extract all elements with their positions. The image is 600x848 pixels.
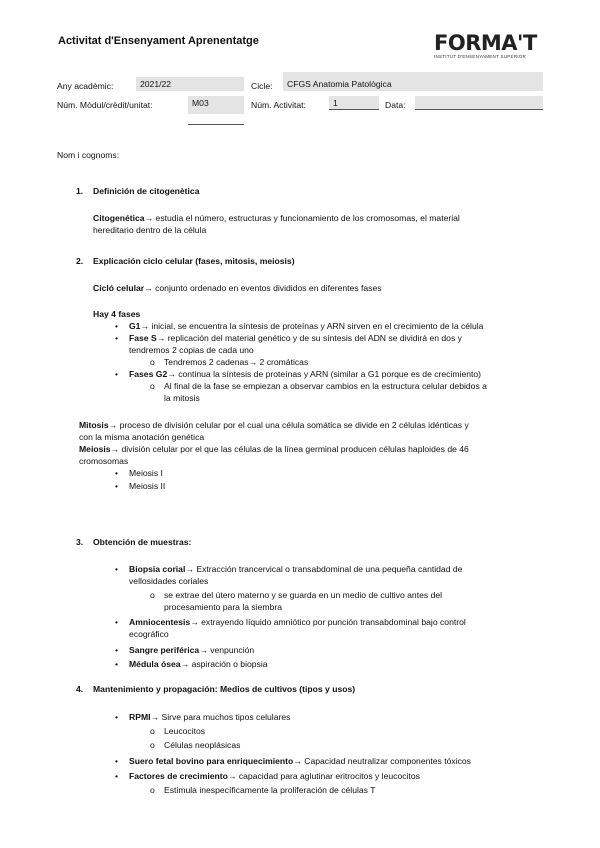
section-2-heading: Explicación ciclo celular (fases, mitosis, meiosis)	[93, 256, 295, 266]
meiosis-1-text: Meiosis I	[129, 468, 163, 478]
list-item-fase-s	[115, 333, 462, 345]
mitosis-definition	[79, 420, 469, 432]
term-sangre: Sangre periférica	[129, 645, 200, 655]
mitosis-text: proceso de división celular por el cual una célula somática se divide en 2 células idénticas y	[117, 420, 469, 430]
biopsia-text: Extracción trancervical o transabdominal de una pequeña cantidad de	[193, 564, 463, 574]
list-item-sangre	[115, 645, 254, 657]
sub-bullet-icon: o	[150, 726, 155, 736]
cycle-text: conjunto ordenado en eventos divididos en diferentes fases	[152, 283, 382, 293]
bullet-icon: •	[115, 321, 119, 331]
rpmi-text: Sirve para muchos tipos celulares	[159, 712, 291, 722]
term-rpmi: RPMI	[129, 712, 151, 722]
arrow-icon: →	[144, 213, 154, 223]
sub-bullet-icon: o	[150, 381, 155, 391]
list-item-amniocentesis	[115, 617, 466, 629]
academic-year-label: Any acadèmic:	[57, 81, 114, 91]
sub-item-cadenas	[150, 357, 308, 369]
section-1-definition-cont: hereditario dentro de la célula	[93, 225, 207, 235]
cell-cycle-definition	[93, 283, 382, 295]
date-field[interactable]	[415, 96, 543, 110]
g1-text: inicial, se encuentra la síntesis de proteínas y ARN sirven en el crecimiento de la célula	[149, 321, 484, 331]
arrow-icon: →	[180, 659, 190, 669]
arrow-icon: →	[144, 283, 153, 293]
g2-text: continua la síntesis de proteínas y ARN (similar a G1 porque es de crecimiento)	[175, 369, 482, 379]
bullet-icon: •	[115, 659, 119, 669]
logo-subtitle: INSTITUT D'ENSENYAMENT SUPERIOR	[434, 54, 527, 59]
arrow-icon: →	[108, 420, 118, 430]
sub-item-celulas-t	[150, 785, 375, 797]
term-citogenetica: Citogenética	[93, 213, 145, 223]
phases-intro: Hay 4 fases	[93, 309, 141, 319]
term-g2: Fases G2	[129, 369, 168, 379]
biopsia-sub-text-cont: procesamiento para la siembra	[164, 602, 282, 612]
arrow-icon: →	[156, 333, 166, 343]
biopsia-sub-text: se extrae del útero materno y se guarda en un medio de cultivo antes del	[164, 590, 443, 600]
section-3-number: 3.	[76, 537, 84, 547]
g2-sub-text-cont: la mitosis	[164, 393, 200, 403]
factores-text: capacidad para aglutinar eritrocitos y leucocitos	[236, 771, 420, 781]
list-item-suero	[115, 756, 471, 768]
module-label: Núm. Mòdul/crèdit/unitat:	[57, 100, 153, 110]
meiosis-text-cont: cromosomas	[79, 456, 129, 466]
bullet-icon: •	[115, 645, 119, 655]
fase-s-text: replicación del material genético y de su síntesis del ADN se dividirá en dos y	[165, 333, 462, 343]
medula-text: aspiración o biopsia	[189, 659, 268, 669]
section-3-heading: Obtención de muestras:	[93, 537, 192, 547]
term-meiosis: Meiosis	[79, 444, 111, 454]
term-biopsia: Biopsia corial	[129, 564, 186, 574]
sub-bullet-icon: o	[150, 590, 155, 600]
term-amniocentesis: Amniocentesis	[129, 617, 191, 627]
arrow-icon: →	[293, 756, 302, 766]
logo-wordmark: FORMA'T	[434, 31, 537, 55]
sub-bullet-icon: o	[150, 740, 155, 750]
bullet-icon: •	[115, 333, 119, 343]
term-ciclo-celular: Cicló celular	[93, 283, 145, 293]
bullet-icon: •	[115, 564, 119, 574]
amnio-text-cont: ecográfico	[129, 629, 169, 639]
arrow-icon: →	[167, 369, 176, 379]
celulas-t-text: Estimula inespecíficamente la proliferación de células T	[164, 785, 376, 795]
activity-field[interactable]: 1	[329, 96, 379, 110]
term-suero: Suero fetal bovino para enriquecimiento	[129, 756, 294, 766]
section-4-heading: Mantenimiento y propagación: Medios de cultivos (tipos y usos)	[93, 684, 356, 694]
bullet-icon: •	[115, 369, 119, 379]
sub-bullet-icon: o	[150, 357, 155, 367]
section-1-heading: Definición de citogenètica	[93, 186, 200, 196]
section-4-number: 4.	[76, 684, 84, 694]
arrow-icon: →	[110, 444, 120, 454]
list-item-meiosis-2	[115, 481, 165, 493]
definition-text: estudia el número, estructuras y funcionamiento de los cromosomas, el material	[153, 213, 460, 223]
amnio-text: extrayendo líquido amniótico por punción transabdominal bajo control	[198, 617, 466, 627]
cromaticas-text: 2 cromáticas	[257, 357, 309, 367]
arrow-icon: →	[190, 617, 199, 627]
cycle-field[interactable]: CFGS Anatomia Patològica	[283, 72, 543, 91]
bullet-icon: •	[115, 617, 119, 627]
meiosis-text: división celular por el que las células de la línea germinal producen células haploides de 46	[119, 444, 469, 454]
section-2-number: 2.	[76, 256, 84, 266]
list-item-biopsia	[115, 564, 462, 576]
sub-item-leucocitos	[150, 726, 205, 738]
mitosis-text-cont: con la misma anotación genética	[79, 432, 205, 442]
neoplasicas-text: Células neoplásicas	[164, 740, 241, 750]
bullet-icon: •	[115, 481, 119, 491]
bullet-icon: •	[115, 771, 119, 781]
sub-item-mitosis-changes	[150, 381, 487, 393]
suero-text: Capacidad neutralizar componentes tóxicos	[301, 756, 471, 766]
list-item-g2	[115, 369, 481, 381]
sangre-text: venpunción	[207, 645, 255, 655]
cadenas-text: Tendremos 2 cadenas	[164, 357, 249, 367]
arrow-icon: →	[227, 771, 237, 781]
list-item-medula	[115, 659, 268, 671]
meiosis-2-text: Meiosis II	[129, 481, 166, 491]
academic-year-field[interactable]: 2021/22	[136, 77, 244, 91]
document-title: Activitat d'Ensenyament Aprenentatge	[58, 35, 259, 47]
module-field[interactable]: M03	[188, 96, 244, 114]
biopsia-text-cont: vellosidades coriales	[129, 576, 209, 586]
name-label: Nom i cognoms:	[57, 150, 120, 160]
date-label: Data:	[385, 100, 406, 110]
term-fase-s: Fase S	[129, 333, 157, 343]
term-g1: G1	[129, 321, 141, 331]
sub-item-neoplasicas	[150, 740, 240, 752]
list-item-rpmi	[115, 712, 290, 724]
meiosis-definition	[79, 444, 469, 456]
list-item-factores	[115, 771, 420, 783]
section-1-number: 1.	[76, 186, 84, 196]
arrow-icon: →	[185, 564, 194, 574]
institute-logo	[434, 33, 544, 59]
arrow-icon: →	[248, 357, 258, 367]
bullet-icon: •	[115, 756, 119, 766]
fase-s-text-cont: tendremos 2 copias de cada uno	[129, 345, 254, 355]
arrow-icon: →	[150, 712, 160, 722]
bullet-icon: •	[115, 468, 119, 478]
arrow-icon: →	[140, 321, 150, 331]
arrow-icon: →	[199, 645, 208, 655]
leucocitos-text: Leucocitos	[164, 726, 206, 736]
term-factores: Factores de crecimiento	[129, 771, 228, 781]
bullet-icon: •	[115, 712, 119, 722]
cycle-label: Cicle:	[251, 81, 273, 91]
list-item-meiosis-1	[115, 468, 163, 480]
g2-sub-text: Al final de la fase se empiezan a observar cambios en la estructura celular debidos a	[164, 381, 487, 391]
section-1-definition	[93, 213, 460, 225]
list-item-g1	[115, 321, 483, 333]
activity-label: Núm. Activitat:	[251, 100, 306, 110]
sub-bullet-icon: o	[150, 785, 155, 795]
term-mitosis: Mitosis	[79, 420, 109, 430]
term-medula: Médula ósea	[129, 659, 181, 669]
sub-item-biopsia	[150, 590, 442, 602]
module-underline	[188, 124, 244, 125]
